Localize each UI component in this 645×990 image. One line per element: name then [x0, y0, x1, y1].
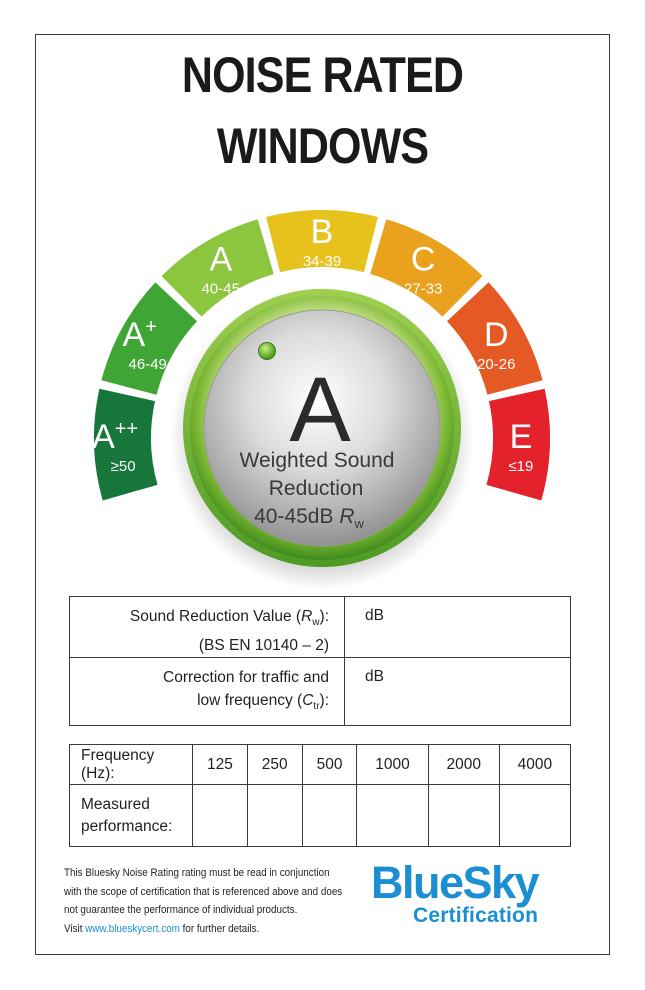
- frequency-cell: 500: [302, 745, 357, 785]
- frequency-cell: 4000: [499, 745, 570, 785]
- dial-grade: A: [289, 359, 351, 461]
- rating-values-table: [69, 596, 571, 726]
- measured-cell: [193, 785, 248, 847]
- correction-value: dB: [345, 658, 571, 726]
- rating-letter: D: [484, 315, 509, 354]
- rating-range: 34-39: [302, 253, 342, 270]
- measured-cell: [428, 785, 499, 847]
- frequency-table: [69, 744, 571, 847]
- rating-letter: A: [209, 240, 233, 279]
- measured-cell: [247, 785, 302, 847]
- correction-label: Correction for traffic and low frequency $(C_{tr})$:: [70, 658, 345, 726]
- footnote-line: Visit www.blueskycert.com for further details.: [64, 922, 260, 935]
- sound-reduction-label: Sound Reduction Value $(R_w)$: (BS EN 10140 – 2): [70, 597, 345, 658]
- frequency-cell: 250: [247, 745, 302, 785]
- rating-letter: A+: [122, 315, 157, 354]
- logo-wordmark: BlueSky: [371, 857, 539, 908]
- rating-letter: A++: [92, 417, 139, 456]
- sound-reduction-value: dB: [345, 597, 571, 658]
- footnote-line: This Bluesky Noise Rating rating must be read in conjunction: [64, 867, 330, 879]
- rating-letter: E: [509, 417, 533, 456]
- rating-range: ≤19: [508, 457, 534, 475]
- page-title-line2: WINDOWS: [216, 118, 429, 174]
- dial-label-line2: Reduction: [268, 477, 364, 500]
- measured-cell: [357, 785, 428, 847]
- measured-performance-label: Measured performance:: [70, 785, 193, 847]
- rating-range: 46-49: [128, 355, 167, 373]
- logo-subtitle: Certification: [413, 904, 539, 927]
- rating-letter: B: [310, 213, 334, 251]
- frequency-header-label: Frequency (Hz):: [70, 745, 193, 785]
- bluesky-logo: [371, 857, 581, 927]
- footnote-line: not guarantee the performance of individual products.: [64, 904, 298, 916]
- footnote: [64, 864, 343, 938]
- page-title-line1: NOISE RATED: [181, 47, 464, 103]
- rating-range: ≥50: [110, 457, 136, 475]
- rating-range: 27-33: [404, 280, 443, 298]
- website-link[interactable]: www.blueskycert.com: [85, 922, 180, 935]
- rating-letter: C: [410, 240, 436, 279]
- footnote-line: with the scope of certification that is referenced above and does: [64, 885, 343, 898]
- measured-cell: [499, 785, 570, 847]
- measured-cell: [302, 785, 357, 847]
- frequency-cell: 125: [193, 745, 248, 785]
- rating-range: 20-26: [477, 355, 516, 373]
- rating-range: 40-45: [201, 280, 240, 298]
- indicator-led-icon: [259, 343, 276, 360]
- frequency-cell: 1000: [357, 745, 428, 785]
- dial-label-line3: 40-45dB $R_w$: [254, 505, 364, 531]
- frequency-cell: 2000: [428, 745, 499, 785]
- dial-label-line1: Weighted Sound: [239, 449, 395, 472]
